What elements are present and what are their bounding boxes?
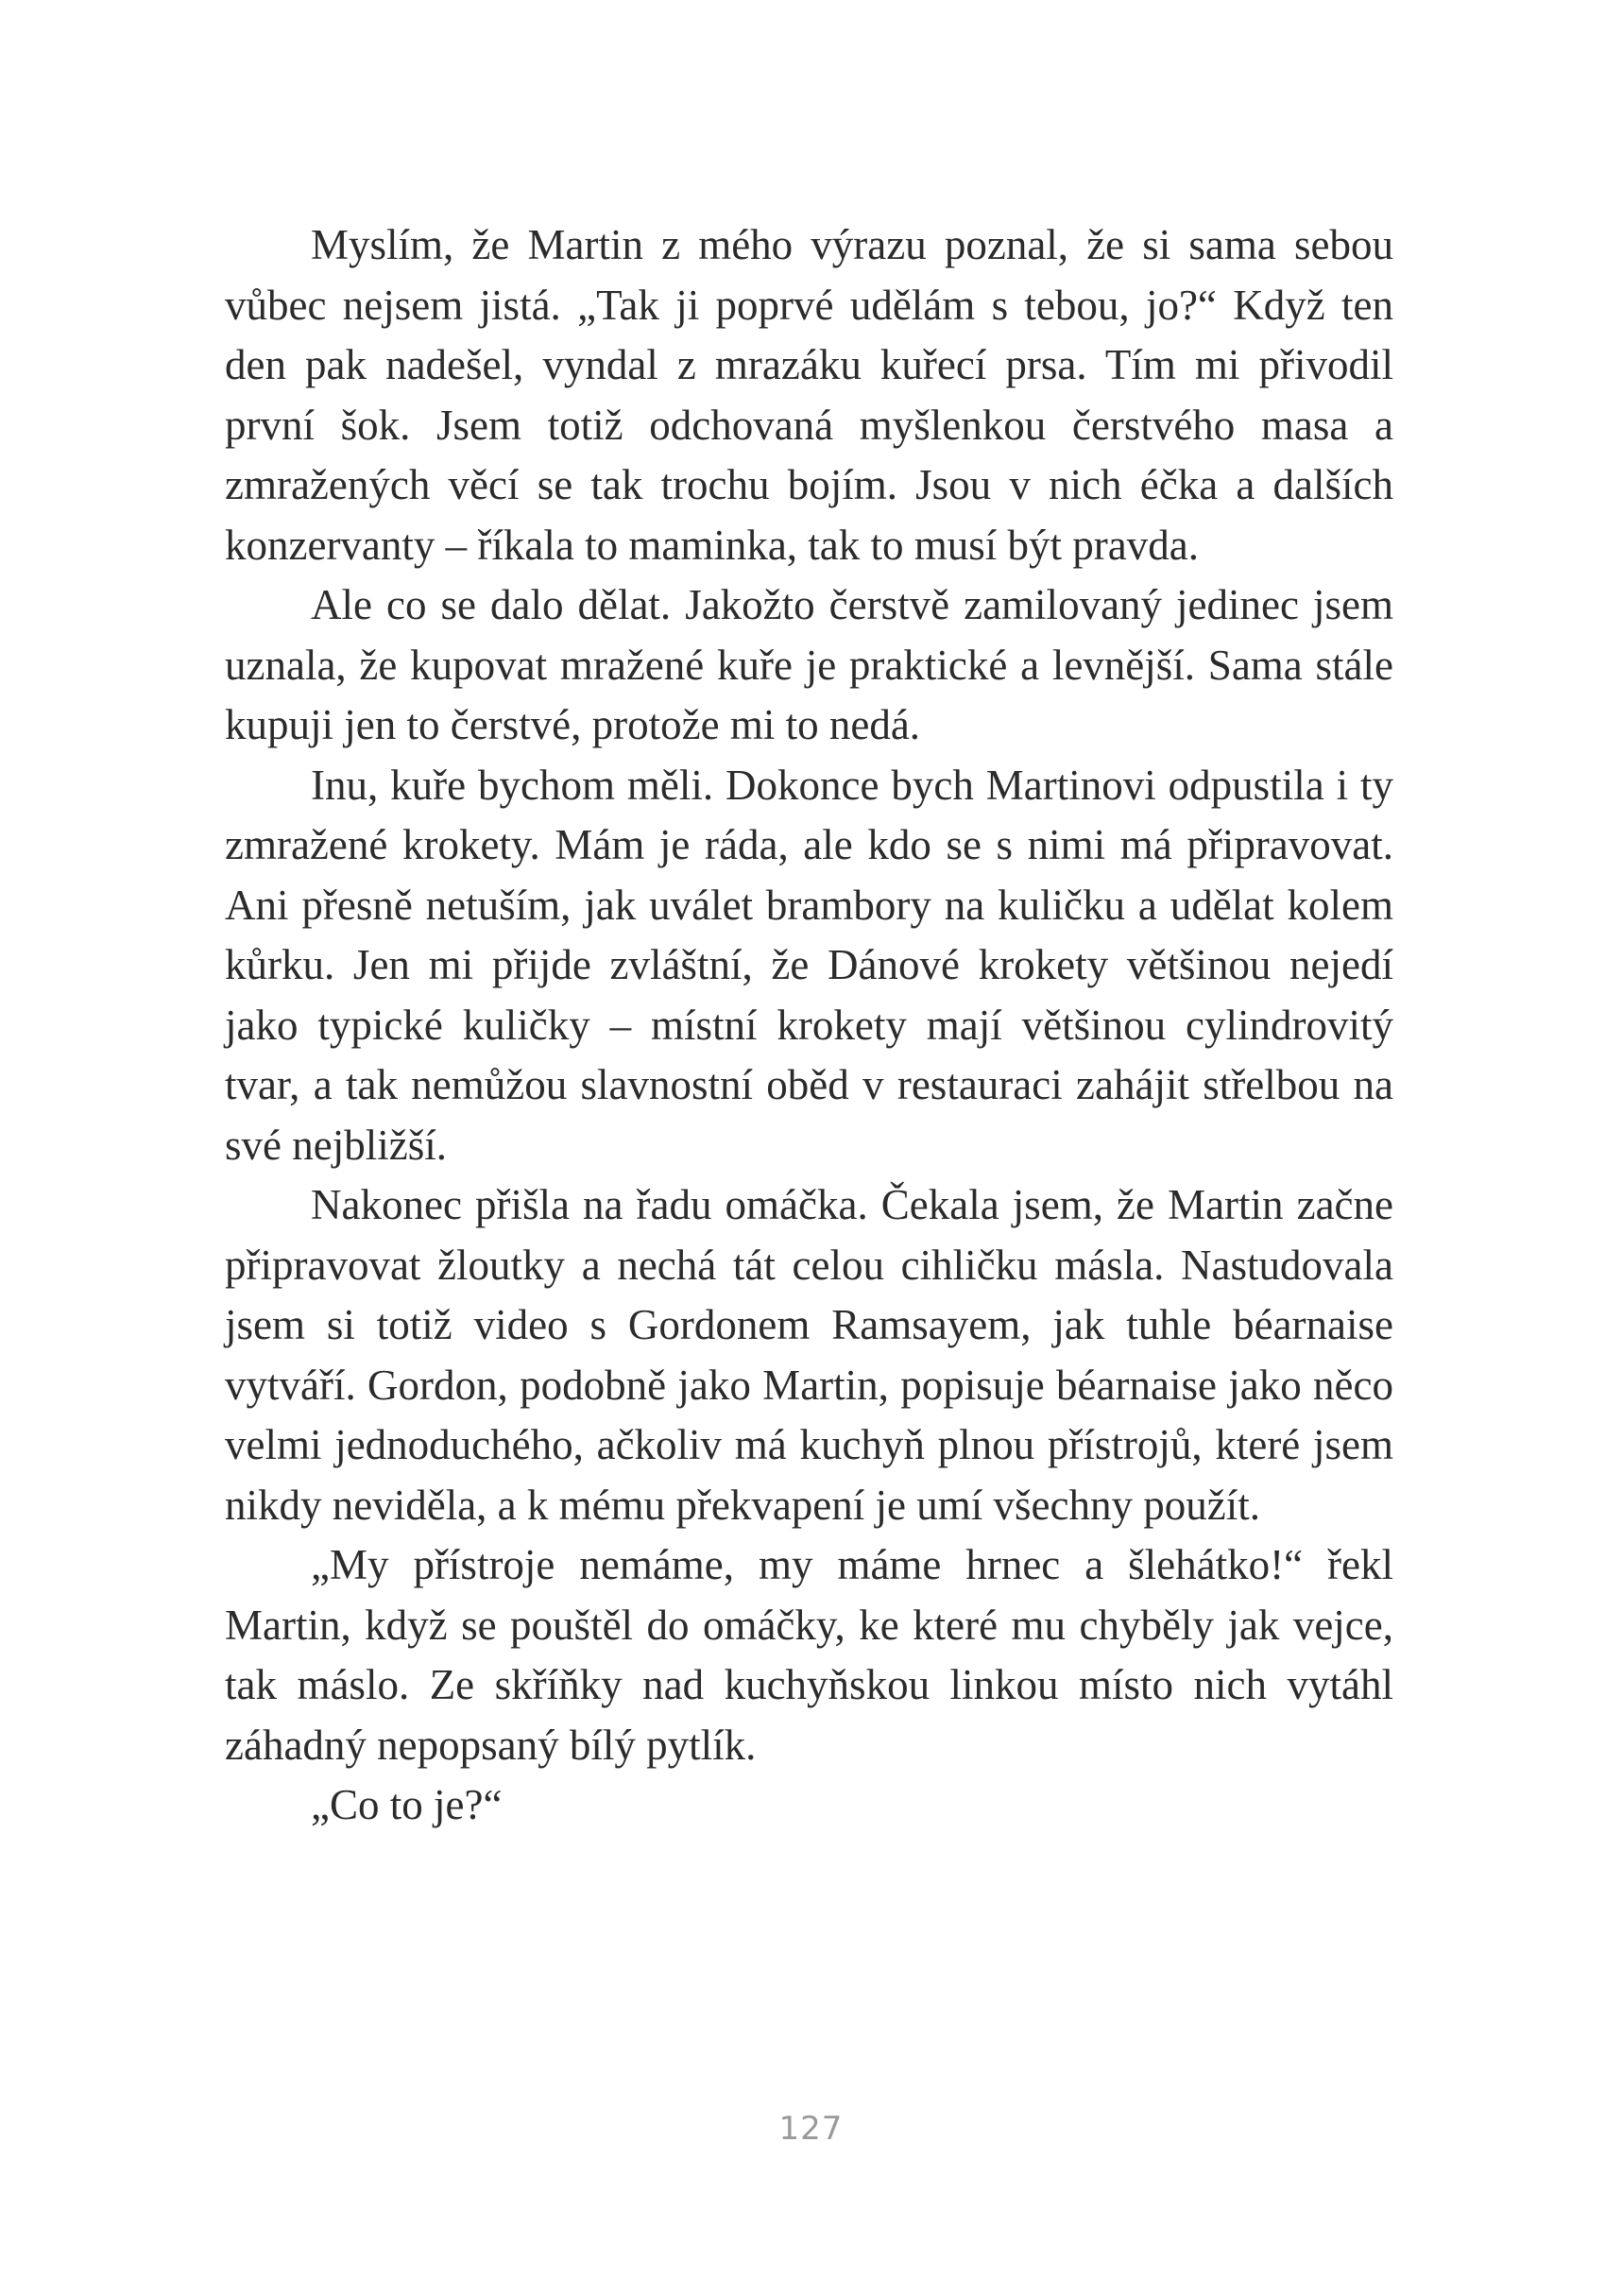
paragraph: Ale co se dalo dělat. Jakožto čerstvě zamilovaný jedinec jsem uznala, že kupovat mražené kuře je praktické a levnější. Sama stále kupuji jen to čerstvé, protože mi to nedá. bbox=[225, 581, 1393, 748]
paragraph: „Co to je?“ bbox=[311, 1781, 503, 1828]
paragraph: Nakonec přišla na řadu omáčka. Čekala jsem, že Martin začne připravovat žloutky a nechá tát celou cihličku másla. Nastudovala jsem si totiž video s Gordonem Ramsayem, jak tuhle béarnaise vytváří. Gordon, podobně jako Martin, popisuje béarnaise jako něco velmi jednoduchého, ačkoliv má kuchyň plnou přístrojů, které jsem nikdy neviděla, a k mému překvapení je umí všechny použít. bbox=[225, 1181, 1393, 1529]
page-number: 127 bbox=[778, 2110, 844, 2148]
paragraph: Inu, kuře bychom měli. Dokonce bych Martinovi odpustila i ty zmražené krokety. Mám je ráda, ale kdo se s nimi má připravovat. Ani přesně netuším, jak uválet brambory na kuličku a udělat kolem kůrku. Jen mi přijde zvláštní, že Dánové krokety většinou nejedí jako typické kuličky – místní krokety mají většinou cylindrovitý tvar, a tak nemůžou slavnostní oběd v restauraci zahájit střelbou na své nejbližší. bbox=[225, 761, 1393, 1169]
body-text bbox=[225, 215, 1393, 1836]
paragraph: Myslím, že Martin z mého výrazu poznal, že si sama sebou vůbec nejsem jistá. „Tak ji poprvé udělám s tebou, jo?“ Když ten den pak nadešel, vyndal z mrazáku kuřecí prsa. Tím mi přivodil první šok. Jsem totiž odchovaná myšlenkou čerstvého masa a zmražených věcí se tak trochu bojím. Jsou v nich éčka a dalších konzervanty – říkala to maminka, tak to musí být pravda. bbox=[225, 221, 1393, 569]
paragraph: „My přístroje nemáme, my máme hrnec a šlehátko!“ řekl Martin, když se pouštěl do omáčky, ke které mu chyběly jak vejce, tak máslo. Ze skříňky nad kuchyňskou linkou místo nich vytáhl záhadný nepopsaný bílý pytlík. bbox=[225, 1541, 1393, 1769]
